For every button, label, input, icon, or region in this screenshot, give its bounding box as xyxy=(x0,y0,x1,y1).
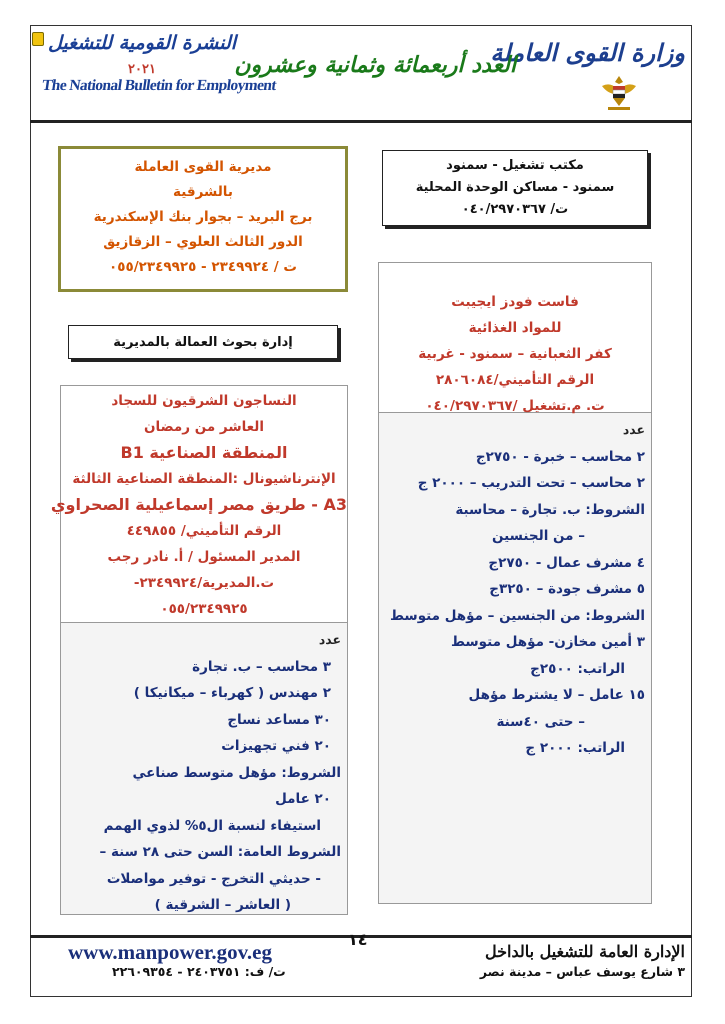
company-line: فاست فودز ايجيبت xyxy=(451,294,579,310)
pin-icon xyxy=(32,32,44,46)
list-item: ٣٠ مساعد نساج xyxy=(227,711,331,728)
job-list xyxy=(379,413,651,762)
bulletin-year: ٢٠٢١ xyxy=(128,62,156,77)
list-item: ١٥ عامل – لا يشترط مؤهل xyxy=(468,687,645,703)
list-item: الراتب: ٢٥٠٠ج xyxy=(530,660,625,677)
company-line: ت. م.تشغيل /٠٤٠/٢٩٧٠٣٦٧ xyxy=(425,398,605,414)
eagle-emblem-icon xyxy=(598,72,640,112)
issue-title: العدد أربعمائة وثمانية وعشرون xyxy=(234,52,516,78)
website-link[interactable]: www.manpower.gov.eg xyxy=(68,940,272,964)
list-item: الراتب: ٢٠٠٠ ج xyxy=(525,740,625,756)
company-header xyxy=(50,386,347,623)
directorate-line: مديرية القوى العاملة xyxy=(134,159,272,175)
list-item: ٣ أمين مخازن- مؤهل متوسط xyxy=(450,634,645,650)
company-line: المدير المسئول / أ. نادر رجب xyxy=(107,549,301,565)
list-item: ٣ محاسب – ب. تجارة xyxy=(192,658,331,675)
ministry-title: وزارة القوى العاملة xyxy=(490,38,685,67)
list-item: ٥ مشرف جودة – ٣٢٥٠ج xyxy=(489,581,645,597)
directorate-line: برج البريد – بجوار بنك الإسكندرية xyxy=(93,209,313,225)
list-item: الشروط: ب. تجارة – محاسبة xyxy=(455,501,645,518)
office-line: ت/ ٠٤٠/٢٩٧٠٣٦٧ xyxy=(461,202,569,217)
bulletin-title-ar: النشرة القومية للتشغيل xyxy=(47,32,237,54)
footer-phone: ت/ ف: ٢٤٠٣٧٥١ - ٢٢٦٠٩٣٥٤ xyxy=(112,964,286,979)
company-line: العاشر من رمضان xyxy=(144,419,264,435)
directorate-line: ت / ٢٣٤٩٩٢٤ - ٠٥٥/٢٣٤٩٩٢٥ xyxy=(109,259,297,275)
job-list xyxy=(61,623,347,919)
job-listing-fast-foods xyxy=(378,262,652,904)
job-listing-oriental-weavers xyxy=(50,385,348,915)
company-line: الرقم التأميني/٢٨٠٦٠٨٤ xyxy=(435,372,595,388)
company-line: للمواد الغذائية xyxy=(468,320,562,336)
company-line: ت.المديرية/٢٣٤٩٩٢٤- xyxy=(133,575,275,591)
header-divider xyxy=(30,120,692,123)
company-line: الرقم التأميني/ ٤٤٩٨٥٥ xyxy=(126,523,282,539)
list-item: ٢ محاسب – خبرة - ٢٧٥٠ج xyxy=(475,448,645,465)
directorate-box xyxy=(58,146,348,292)
list-item: الشروط: من الجنسين – مؤهل متوسط xyxy=(389,607,645,624)
directorate-line: الدور الثالث العلوي – الزقازيق xyxy=(103,234,303,250)
company-line: الإنترناشيونال :المنطقة الصناعية الثالثة xyxy=(72,471,336,487)
list-item: ٢ مهندس ( كهرباء – ميكانيكا ) xyxy=(133,685,331,701)
company-line: المنطقة الصناعية B1 xyxy=(120,443,288,462)
page-number: ١٤ xyxy=(348,930,368,949)
footer-agency: الإدارة العامة للتشغيل بالداخل xyxy=(484,942,685,961)
list-item: الشروط العامة: السن حتى ٢٨ سنة – xyxy=(99,844,341,860)
directorate-line: بالشرقية xyxy=(173,184,233,200)
bulletin-title-en: The National Bulletin for Employment xyxy=(40,77,278,94)
list-item: الشروط: مؤهل متوسط صناعي xyxy=(132,764,341,781)
count-label: عدد xyxy=(318,632,341,647)
company-line: A3 - طريق مصر إسماعيلية الصحراوي xyxy=(50,495,347,514)
list-item: ( العاشر – الشرقية ) xyxy=(154,897,291,913)
footer-address: ٣ شارع يوسف عباس – مدينة نصر xyxy=(479,964,685,979)
office-box xyxy=(382,150,648,226)
research-dept-box: إدارة بحوث العمالة بالمديرية xyxy=(68,325,338,359)
list-item: – من الجنسين xyxy=(492,528,585,544)
company-line: النساجون الشرقيون للسجاد xyxy=(111,393,297,409)
count-label: عدد xyxy=(622,422,645,437)
list-item: ٢ محاسب – تحت التدريب – ٢٠٠٠ ج xyxy=(417,475,645,491)
list-item: ٤ مشرف عمال - ٢٧٥٠ج xyxy=(488,554,645,571)
list-item: ٢٠ عامل xyxy=(275,791,331,807)
company-line: ٠٥٥/٢٣٤٩٩٢٥ xyxy=(160,601,248,617)
list-item: ٢٠ فني تجهيزات xyxy=(221,738,331,754)
list-item: استيفاء لنسبة ال٥% لذوي الهمم xyxy=(103,817,321,834)
company-line: كفر الثعبانية – سمنود - غربية xyxy=(418,346,612,362)
company-header xyxy=(379,263,651,413)
office-line: مكتب تشغيل - سمنود xyxy=(446,158,584,173)
list-item: - حديثي التخرج - توفير مواصلات xyxy=(106,870,321,887)
office-line: سمنود - مساكن الوحدة المحلية xyxy=(415,180,615,195)
list-item: – حتى ٤٠سنة xyxy=(496,713,585,730)
